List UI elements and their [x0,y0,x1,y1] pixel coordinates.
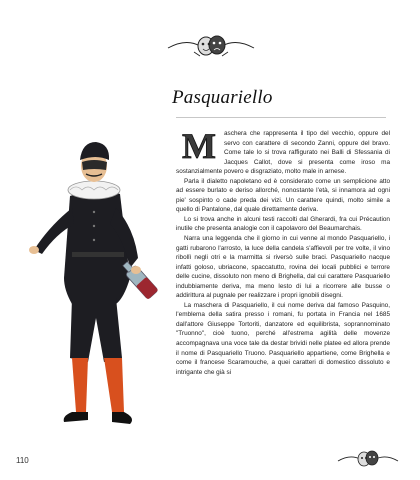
paragraph-1: aschera che rappresenta il tipo del vecchio, oppure del servo con carattere di secondo Zanni, oppure del bravo. Come tale lo si trova raffigurato nei Balli di Sfessania di Jacques Callot, dove si presenta come iroso ma sostanzialmente povero e disgraziato, molto male in arnese. [176,130,390,176]
dropcap-letter [176,129,224,163]
page-number: 110 [16,456,29,465]
paragraph-5: La maschera di Pasquariello, il cui nome deriva dal famoso Pasquino, l'emblema della satira presso i romani, fu portata in Francia nel 1685 dall'attore Giuseppe Tortoriti, danzatore ed equilibrista, soprannominato "Truonno", cioè tuono, perché all'estrema agilità delle movenze accompagnava una voce tale da destar brividi nelle platee ed allora prende il nome di Pasquariello Truono. Pasquariello appartiene, come Brighella e come il francese Scaramouche, a quei caratteri di domestico dissoluto e intrigante che già si [176,301,390,376]
masks-ornament-bottom-icon [336,450,400,468]
paragraph-2: Parla il dialetto napoletano ed è considerato come un semplicione atto ad essere burlato e deriso allorché, nonostante l'età, si innamora ad ogni pie' sospinto o cade preda dei vizi. Un carattere quindi, molto simile a quello di Pantalone, dal quale direttamente deriva. [176,177,390,214]
paragraph-4: Narra una leggenda che il giorno in cui venne al mondo Pasquariello, i gatti rubarono l'arrosto, la luce della candela s'affievolì per tre volte, il vino ribollì negli otri e la marmitta si riversò sulle braci. Pasquariello nacque infatti goloso, ubriacone, spaccatutto, rovina dei locali pubblici e terrore delle cucine, dissoluto non meno di Brighella, dal cui carattere Pasquariello indubbiamente deriva, ma meno lesto di lui a ricorrere alle busse o addirittura al pugnale per realizzare i propri ignobili disegni. [176,235,390,300]
title-divider [176,117,386,118]
body-text [176,129,390,377]
page-title: Pasquariello [172,87,273,108]
pasquariello-illustration [12,128,180,446]
masks-ornament-top-icon [166,34,256,58]
paragraph-3: Lo si trova anche in alcuni testi raccolti dal Gherardi, fra cui Précaution inutile che presenta analogie con il capolavoro del Beaumarchais. [176,215,390,233]
dropcap-text: M [182,129,216,163]
